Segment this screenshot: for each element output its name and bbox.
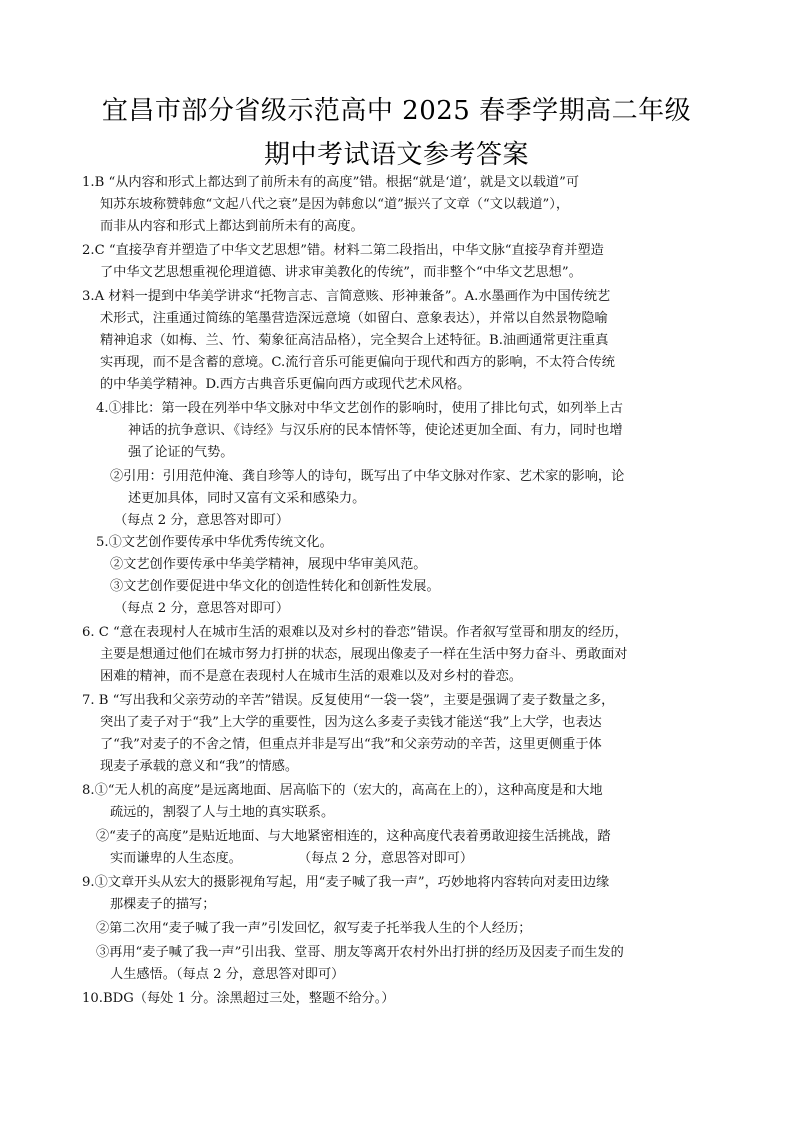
answer-9-line-4: ③再用“麦子喊了我一声”引出我、堂哥、朋友等离开农村外出打拼的经历及因麦子而生发的 bbox=[96, 945, 624, 960]
answer-6-line-2: 主要是想通过他们在城市努力打拼的状态，展现出像麦子一样在生活中努力奋斗、勇敢面对 bbox=[100, 647, 628, 662]
page-title-line-2: 期中考试语文参考答案 bbox=[263, 140, 529, 170]
answer-4-line-4: ②引用：引用范仲淹、龚自珍等人的诗句，既写出了中华文脉对作家、艺术家的影响，论 bbox=[110, 469, 625, 484]
answer-1-line-2: 知苏东坡称赞韩愈“文起八代之衰”是因为韩愈以“道”振兴了文章（“文以载道”）， bbox=[100, 197, 570, 212]
answer-4-scoring-note: （每点 2 分，意思答对即可） bbox=[114, 513, 290, 528]
answer-5-line-1: 5.①文艺创作要传承中华优秀传统文化。 bbox=[96, 535, 333, 550]
answer-5-line-2: ②文艺创作要传承中华美学精神，展现中华审美风范。 bbox=[110, 557, 427, 572]
answer-7-line-2: 突出了麦子对于“我”上大学的重要性，因为这么多麦子卖钱才能送“我”上大学，也表达 bbox=[100, 715, 602, 730]
answer-4-line-2: 神话的抗争意识、《诗经》与汉乐府的民本情怀等，使论述更加全面、有力，同时也增 bbox=[128, 423, 623, 438]
answer-7-line-4: 现麦子承载的意义和“我”的情感。 bbox=[100, 759, 299, 774]
answer-10-line-1: 10.BDG（每处 1 分。涂黑超过三处，整题不给分。） bbox=[82, 991, 395, 1006]
answer-8-line-2: 疏远的，割裂了人与土地的真实联系。 bbox=[110, 805, 335, 820]
answer-2-line-1: 2.C “直接孕育并塑造了中华文艺思想”错。材料二第二段指出，中华文脉“直接孕育并塑造 bbox=[82, 243, 604, 258]
answer-1-line-1: 1.B “从内容和形式上都达到了前所未有的高度”错。根据“就是‘道’，就是文以载道”可 bbox=[82, 175, 580, 190]
answer-3-line-5: 的中华美学精神。D.西方古典音乐更偏向西方或现代艺术风格。 bbox=[100, 377, 471, 392]
answer-8-line-3: ②“麦子的高度”是贴近地面、与大地紧密相连的，这种高度代表着勇敢迎接生活挑战，踏 bbox=[96, 829, 611, 844]
answer-9-line-2: 那棵麦子的描写； bbox=[110, 897, 216, 912]
answer-1-line-3: 而非从内容和形式上都达到前所未有的高度。 bbox=[100, 219, 364, 234]
answer-8-scoring-note: （每点 2 分，意思答对即可） bbox=[298, 851, 474, 866]
answer-6-line-3: 困难的精神，而不是意在表现村人在城市生活的艰难以及对乡村的眷恋。 bbox=[100, 669, 522, 684]
answer-9-line-1: 9.①文章开头从宏大的摄影视角写起，用“麦子喊了我一声”，巧妙地将内容转向对麦田边缘 bbox=[82, 875, 610, 890]
page-title-line-1: 宜昌市部分省级示范高中 2025 春季学期高二年级 bbox=[101, 96, 692, 126]
answer-3-line-1: 3.A 材料一提到中华美学讲求“托物言志、言简意赅、形神兼备”。A.水墨画作为中国传统艺 bbox=[82, 289, 611, 304]
answer-8-line-4: 实而谦卑的人生态度。 bbox=[110, 851, 242, 866]
answer-5-line-3: ③文艺创作要促进中华文化的创造性转化和创新性发展。 bbox=[110, 579, 440, 594]
answer-4-line-5: 述更加具体，同时又富有文采和感染力。 bbox=[128, 491, 366, 506]
answer-9-line-3: ②第二次用“麦子喊了我一声”引发回忆，叙写麦子托举我人生的个人经历； bbox=[96, 921, 532, 936]
answer-4-line-1: 4.①排比：第一段在列举中华文脉对中华文艺创作的影响时，使用了排比句式，如列举上古 bbox=[96, 401, 623, 416]
answer-2-line-2: 了中华文艺思想重视伦理道德、讲求审美教化的传统”，而非整个“中华文艺思想”。 bbox=[100, 265, 582, 280]
answer-7-line-1: 7. B “写出我和父亲劳动的辛苦”错误。反复使用“一袋一袋”，主要是强调了麦子数量之多， bbox=[82, 693, 615, 708]
answer-3-line-4: 实再现，而不是含蓄的意境。C.流行音乐可能更偏向于现代和西方的影响，不太符合传统 bbox=[100, 355, 615, 370]
answer-6-line-1: 6. C “意在表现村人在城市生活的艰难以及对乡村的眷恋”错误。作者叙写堂哥和朋友的经历， bbox=[82, 625, 628, 640]
answer-4-line-3: 强了论证的气势。 bbox=[128, 445, 234, 460]
answer-3-line-3: 精神追求（如梅、兰、竹、菊象征高洁品格），完全契合上述特征。B.油画通常更注重真 bbox=[100, 333, 609, 348]
answer-9-line-5: 人生感悟。（每点 2 分，意思答对即可） bbox=[110, 967, 345, 982]
answer-8-line-1: 8.①“无人机的高度”是远离地面、居高临下的（宏大的，高高在上的），这种高度是和大地 bbox=[82, 783, 603, 798]
answer-7-line-3: 了“我”对麦子的不舍之情，但重点并非是写出“我”和父亲劳动的辛苦，这里更侧重于体 bbox=[100, 737, 602, 752]
answer-3-line-2: 术形式，注重通过简练的笔墨营造深远意境（如留白、意象表达），并常以自然景物隐喻 bbox=[100, 311, 608, 326]
answer-5-scoring-note: （每点 2 分，意思答对即可） bbox=[114, 601, 290, 616]
